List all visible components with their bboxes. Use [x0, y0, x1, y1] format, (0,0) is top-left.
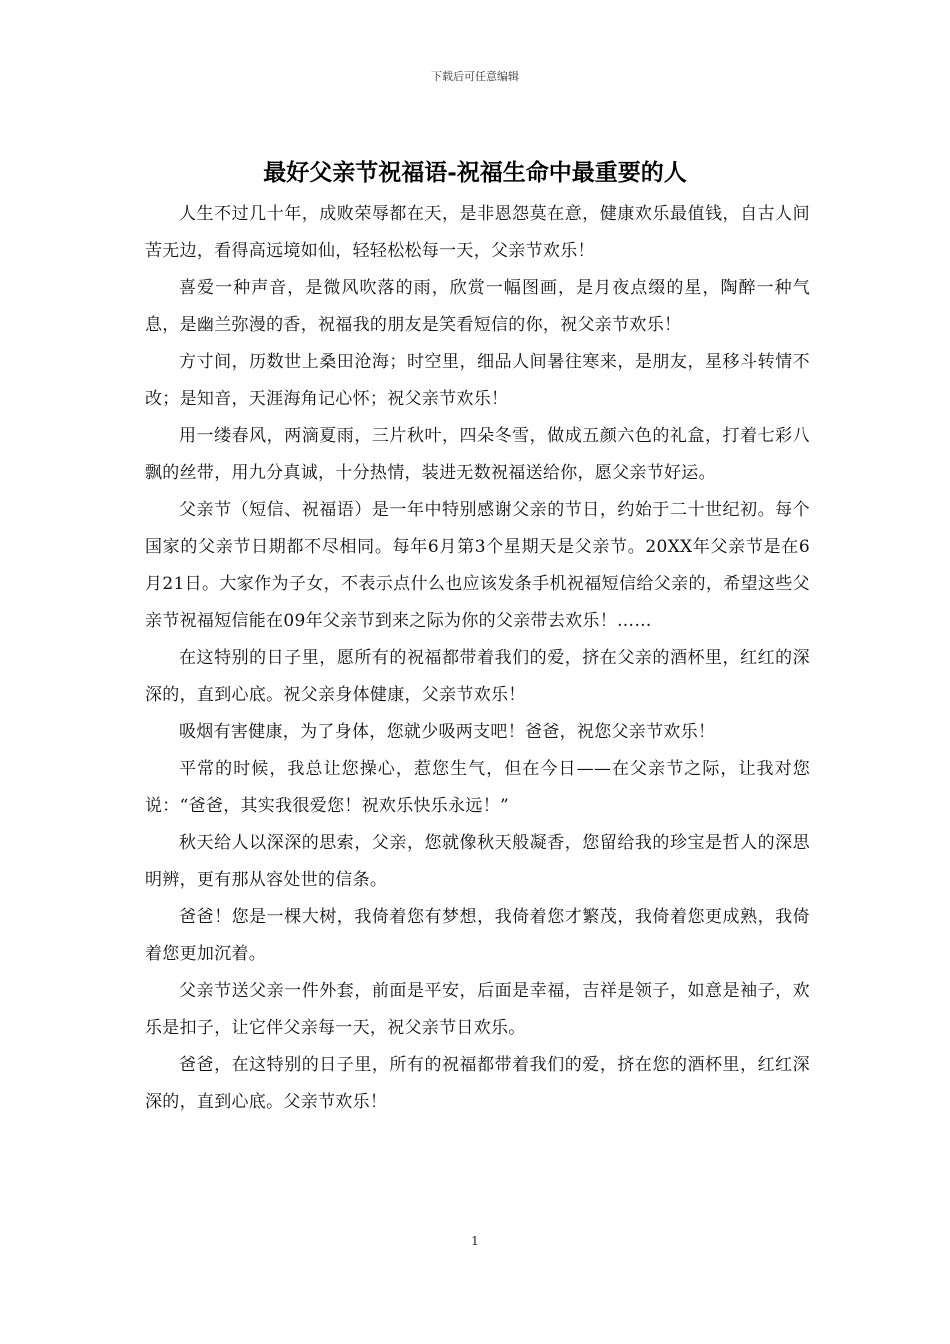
paragraph: 父亲节送父亲一件外套，前面是平安，后面是幸福，吉祥是领子，如意是袖子，欢乐是扣子，让它伴父亲每一天，祝父亲节日欢乐。 — [145, 981, 810, 1038]
paragraph: 吸烟有害健康，为了身体，您就少吸两支吧！爸爸，祝您父亲节欢乐！ — [179, 722, 716, 742]
paragraph: 爸爸！您是一棵大树，我倚着您有梦想，我倚着您才繁茂，我倚着您更成熟，我倚着您更加沉着。 — [145, 907, 810, 964]
paragraph: 人生不过几十年，成败荣辱都在天，是非恩怨莫在意，健康欢乐最值钱，自古人间苦无边，看得高远境如仙，轻轻松松每一天，父亲节欢乐！ — [145, 204, 810, 261]
page-number: 1 — [471, 1234, 479, 1248]
paragraph: 方寸间，历数世上桑田沧海；时空里，细品人间暑往寒来，是朋友，星移斗转情不改；是知音，天涯海角记心怀；祝父亲节欢乐！ — [145, 352, 810, 409]
paragraph: 秋天给人以深深的思索，父亲，您就像秋天般凝香，您留给我的珍宝是哲人的深思明辨，更有那从容处世的信条。 — [145, 833, 810, 890]
paragraph: 用一缕春风，两滴夏雨，三片秋叶，四朵冬雪，做成五颜六色的礼盒，打着七彩八飘的丝带，用九分真诚，十分热情，装进无数祝福送给你，愿父亲节好运。 — [145, 426, 810, 483]
page-title: 最好父亲节祝福语-祝福生命中最重要的人 — [263, 159, 687, 186]
header-note: 下载后可任意编辑 — [431, 70, 519, 83]
paragraph: 爸爸，在这特别的日子里，所有的祝福都带着我们的爱，挤在您的酒杯里，红红深深的，直到心底。父亲节欢乐！ — [145, 1055, 810, 1112]
paragraph: 父亲节（短信、祝福语）是一年中特别感谢父亲的节日，约始于二十世纪初。每个国家的父亲节日期都不尽相同。每年6月第3个星期天是父亲节。20XX年父亲节是在6月21日。大家作为子女，不表示点什么也应该发条手机祝福短信给父亲的，希望这些父亲节祝福短信能在09年父亲节到来之际为你的父亲带去欢乐！…… — [145, 500, 810, 631]
paragraph: 在这特别的日子里，愿所有的祝福都带着我们的爱，挤在父亲的酒杯里，红红的深深的，直到心底。祝父亲身体健康，父亲节欢乐！ — [145, 648, 810, 705]
paragraph: 喜爱一种声音，是微风吹落的雨，欣赏一幅图画，是月夜点缀的星，陶醉一种气息，是幽兰弥漫的香，祝福我的朋友是笑看短信的你，祝父亲节欢乐！ — [145, 278, 810, 335]
document-body — [145, 196, 810, 1121]
paragraph: 平常的时候，我总让您操心，惹您生气，但在今日——在父亲节之际，让我对您说：“爸爸，其实我很爱您！祝欢乐快乐永远！” — [145, 759, 810, 816]
